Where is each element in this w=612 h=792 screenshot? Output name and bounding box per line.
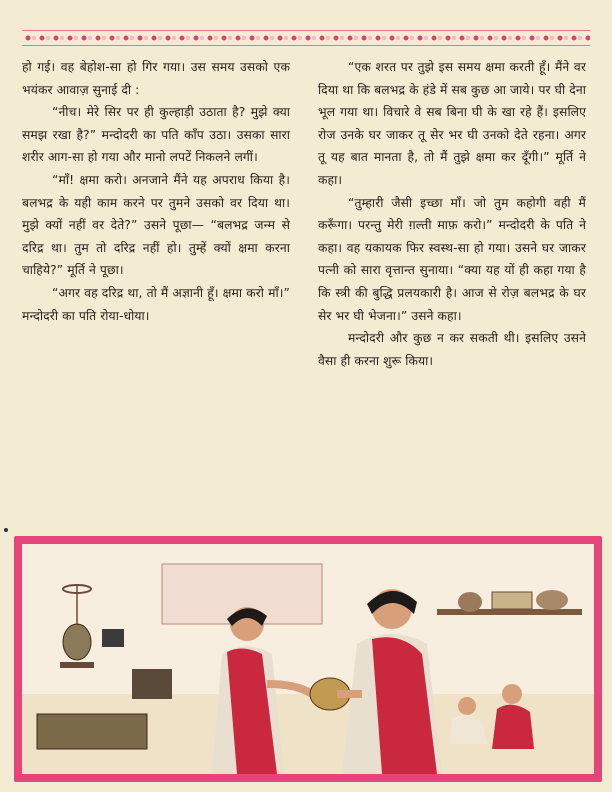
basket-icon <box>492 592 532 609</box>
pot-icon <box>536 590 568 610</box>
lamp-icon <box>102 629 124 647</box>
paragraph: “अगर वह दरिद्र था, तो मैं अज्ञानी हूँ। क्षमा करो माँ।” मन्दोदरी का पति रोया-धोया। <box>22 285 290 323</box>
story-illustration <box>14 536 602 782</box>
paragraph: “माँ! क्षमा करो। अनजाने मैंने यह अपराध किया है। बलभद्र के यही काम करने पर तुमने उसको वर दिया था। मुझे क्यों नहीं वर देते?” उसने पूछा— “बलभद्र जन्म से दरिद्र था। तुम तो दरिद्र नहीं हो। तुम्हें क्यों क्षमा करना चाहिये?” मूर्ति ने पूछा। <box>22 172 290 278</box>
paragraph: हो गई। वह बेहोश-सा हो गिर गया। उस समय उसको एक भयंकर आवाज़ सुनाई दी : <box>22 60 290 97</box>
shelf <box>437 609 582 615</box>
grain-basket <box>37 714 147 749</box>
stove <box>132 669 172 699</box>
paragraph: “नीच। मेरे सिर पर ही कुल्हाड़ी उठाता है? मुझे क्या समझ रखा है?” मन्दोदरी का पति काँप उठा। उसका सारा शरीर आग-सा हो गया और मानो लपटें निकलने लगीं। <box>22 105 290 165</box>
right-text-column <box>318 56 586 372</box>
illustration-scene <box>22 544 594 774</box>
paragraph: “एक शरत पर तुझे इस समय क्षमा करती हूँ। मैंने वर दिया था कि बलभद्र के हंडे में सब कुछ आ जाये। पर घी देना भूल गया था। विचारे वे सब बिना घी के खा रहे हैं। इसलिए रोज उनके घर जाकर तू सेर भर घी उनको देते रहना। अगर तू यह बात मानता है, तो मैं तुझे क्षमा कर दूँगी।” मूर्ति ने कहा। <box>318 60 586 187</box>
margin-mark <box>4 528 8 532</box>
decorative-border <box>22 30 590 46</box>
paragraph: मन्दोदरी और कुछ न कर सकती थी। इसलिए उसने वैसा ही करना शुरू किया। <box>318 331 586 368</box>
paragraph: “तुम्हारी जैसी इच्छा माँ। जो तुम कहोगी वही मैं करूँगा। परन्तु मेरी ग़ल्ती माफ़ करो।” मन्दोदरी के पति ने कहा। वह यकायक फिर स्वस्थ-सा हो गया। उसने घर जाकर पत्नी को सारा वृत्तान्त सुनाया। “क्या यह यों ही कहा गया है कि स्त्री की बुद्धि प्रलयकारी है। आज से रोज़ बलभद्र के घर सेर भर घी भेजना।” उसने कहा। <box>318 195 586 323</box>
left-text-column <box>22 56 290 327</box>
pot-icon <box>458 592 482 612</box>
